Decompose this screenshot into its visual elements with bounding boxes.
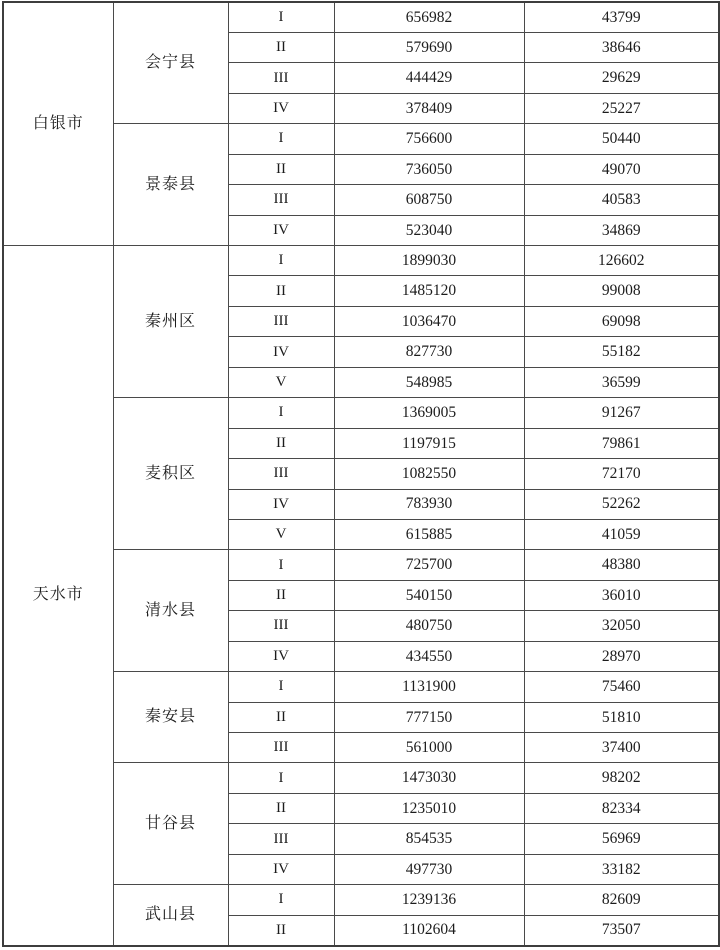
grade-cell: IV <box>228 93 334 123</box>
value2-cell: 48380 <box>524 550 719 580</box>
grade-cell: IV <box>228 215 334 245</box>
county-cell: 景泰县 <box>113 124 228 246</box>
value2-cell: 34869 <box>524 215 719 245</box>
value2-cell: 126602 <box>524 246 719 276</box>
value1-cell: 523040 <box>334 215 524 245</box>
value2-cell: 52262 <box>524 489 719 519</box>
value2-cell: 36010 <box>524 580 719 610</box>
value1-cell: 540150 <box>334 580 524 610</box>
county-cell: 秦州区 <box>113 246 228 398</box>
value1-cell: 1473030 <box>334 763 524 793</box>
value1-cell: 561000 <box>334 733 524 763</box>
value2-cell: 55182 <box>524 337 719 367</box>
value2-cell: 32050 <box>524 611 719 641</box>
value2-cell: 82334 <box>524 793 719 823</box>
value1-cell: 1197915 <box>334 428 524 458</box>
value2-cell: 49070 <box>524 154 719 184</box>
grade-cell: IV <box>228 854 334 884</box>
value1-cell: 444429 <box>334 63 524 93</box>
grade-cell: II <box>228 276 334 306</box>
city-cell: 天水市 <box>3 246 113 946</box>
grade-cell: III <box>228 306 334 336</box>
value2-cell: 72170 <box>524 459 719 489</box>
table-body <box>3 2 719 946</box>
grade-cell: II <box>228 793 334 823</box>
grade-cell: IV <box>228 489 334 519</box>
value1-cell: 827730 <box>334 337 524 367</box>
value2-cell: 75460 <box>524 672 719 702</box>
value1-cell: 1036470 <box>334 306 524 336</box>
grade-cell: II <box>228 32 334 62</box>
value2-cell: 41059 <box>524 519 719 549</box>
value2-cell: 51810 <box>524 702 719 732</box>
value2-cell: 82609 <box>524 885 719 915</box>
grade-cell: IV <box>228 641 334 671</box>
value1-cell: 1239136 <box>334 885 524 915</box>
value2-cell: 69098 <box>524 306 719 336</box>
grade-cell: III <box>228 611 334 641</box>
grade-cell: I <box>228 2 334 32</box>
value1-cell: 777150 <box>334 702 524 732</box>
value2-cell: 43799 <box>524 2 719 32</box>
value2-cell: 91267 <box>524 398 719 428</box>
county-cell: 会宁县 <box>113 2 228 124</box>
value1-cell: 1131900 <box>334 672 524 702</box>
grade-cell: I <box>228 398 334 428</box>
value1-cell: 1102604 <box>334 915 524 945</box>
grade-cell: IV <box>228 337 334 367</box>
value2-cell: 29629 <box>524 63 719 93</box>
county-cell: 清水县 <box>113 550 228 672</box>
grade-cell: I <box>228 246 334 276</box>
value2-cell: 37400 <box>524 733 719 763</box>
grade-cell: V <box>228 519 334 549</box>
value2-cell: 28970 <box>524 641 719 671</box>
value1-cell: 548985 <box>334 367 524 397</box>
value2-cell: 99008 <box>524 276 719 306</box>
county-cell: 麦积区 <box>113 398 228 550</box>
grade-cell: I <box>228 550 334 580</box>
table-row <box>3 2 719 32</box>
city-cell: 白银市 <box>3 2 113 246</box>
grade-cell: I <box>228 763 334 793</box>
value2-cell: 25227 <box>524 93 719 123</box>
grade-cell: I <box>228 124 334 154</box>
grade-cell: I <box>228 672 334 702</box>
table-row <box>3 246 719 276</box>
value2-cell: 98202 <box>524 763 719 793</box>
value1-cell: 608750 <box>334 185 524 215</box>
value1-cell: 1485120 <box>334 276 524 306</box>
value1-cell: 1082550 <box>334 459 524 489</box>
value1-cell: 725700 <box>334 550 524 580</box>
value1-cell: 854535 <box>334 824 524 854</box>
value1-cell: 480750 <box>334 611 524 641</box>
county-cell: 秦安县 <box>113 672 228 763</box>
value2-cell: 40583 <box>524 185 719 215</box>
value2-cell: 38646 <box>524 32 719 62</box>
grade-cell: III <box>228 185 334 215</box>
county-cell: 甘谷县 <box>113 763 228 885</box>
county-cell: 武山县 <box>113 885 228 946</box>
value1-cell: 615885 <box>334 519 524 549</box>
value1-cell: 378409 <box>334 93 524 123</box>
grade-cell: III <box>228 824 334 854</box>
value2-cell: 36599 <box>524 367 719 397</box>
grade-cell: II <box>228 428 334 458</box>
value1-cell: 736050 <box>334 154 524 184</box>
value1-cell: 783930 <box>334 489 524 519</box>
value2-cell: 79861 <box>524 428 719 458</box>
document-page <box>0 1 720 950</box>
value1-cell: 1235010 <box>334 793 524 823</box>
grade-cell: I <box>228 885 334 915</box>
grade-cell: III <box>228 459 334 489</box>
value2-cell: 50440 <box>524 124 719 154</box>
grade-cell: II <box>228 154 334 184</box>
value1-cell: 434550 <box>334 641 524 671</box>
value1-cell: 656982 <box>334 2 524 32</box>
value1-cell: 1369005 <box>334 398 524 428</box>
value2-cell: 73507 <box>524 915 719 945</box>
value2-cell: 33182 <box>524 854 719 884</box>
grade-cell: III <box>228 733 334 763</box>
grade-cell: II <box>228 915 334 945</box>
grade-cell: II <box>228 702 334 732</box>
value1-cell: 579690 <box>334 32 524 62</box>
grade-cell: V <box>228 367 334 397</box>
grade-cell: III <box>228 63 334 93</box>
value2-cell: 56969 <box>524 824 719 854</box>
value1-cell: 497730 <box>334 854 524 884</box>
value1-cell: 1899030 <box>334 246 524 276</box>
grade-cell: II <box>228 580 334 610</box>
data-table <box>2 1 720 947</box>
value1-cell: 756600 <box>334 124 524 154</box>
